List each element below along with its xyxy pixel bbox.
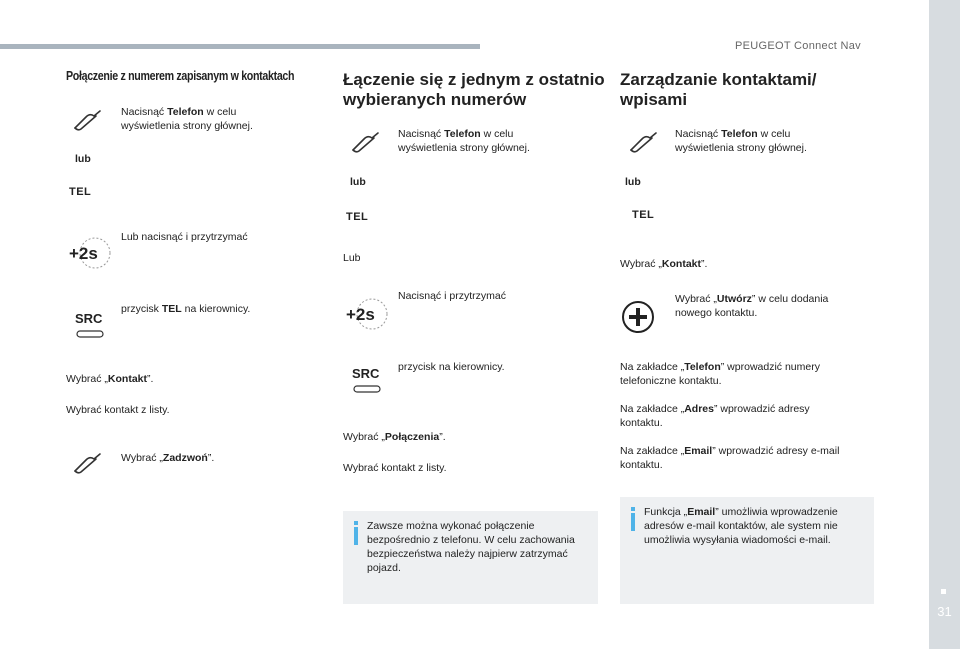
col3-select-contact: Wybrać „Kontakt”. <box>620 258 708 270</box>
col2-or-2: Lub <box>343 252 361 264</box>
tel-label: TEL <box>346 211 369 223</box>
col3-info-note <box>620 497 874 604</box>
col2-note-text: Zawsze można wykonać połączenie bezpośrednio z telefonu. W celu zachowania bezpieczeństwa należy najpierw zatrzymać pojazd. <box>367 520 575 574</box>
finger-touch-icon <box>350 130 384 156</box>
sidebar-marker <box>941 589 946 594</box>
src-steering-button-icon <box>350 364 386 396</box>
svg-text:SRC: SRC <box>352 366 380 381</box>
finger-touch-icon <box>72 108 106 134</box>
col1-src-text: przycisk TEL na kierownicy. <box>121 303 251 315</box>
col3-tab-email: Na zakładce „Email” wprowadzić adresy e-mail kontaktu. <box>620 445 840 471</box>
tel-label: TEL <box>632 209 655 221</box>
col2-step1: Nacisnąć Telefon w celu wyświetlenia strony głównej. <box>398 128 530 154</box>
col3-tab-address: Na zakładce „Adres” wprowadzić adresy kontaktu. <box>620 403 810 429</box>
col2-pick-contact: Wybrać kontakt z listy. <box>343 462 447 474</box>
header-rule <box>0 44 480 49</box>
src-steering-button-icon <box>73 309 109 341</box>
col3-title: Zarządzanie kontaktami/ wpisami <box>620 70 817 109</box>
page-number: 31 <box>937 604 952 619</box>
page-sidebar <box>929 0 960 649</box>
col3-or: lub <box>625 176 641 188</box>
col2-src-text: przycisk na kierownicy. <box>398 361 505 373</box>
finger-touch-icon <box>72 451 106 477</box>
tel-label: TEL <box>69 186 92 198</box>
info-icon <box>351 521 363 545</box>
col2-info-note <box>343 511 598 604</box>
col2-hold-text: Nacisnąć i przytrzymać <box>398 290 506 302</box>
brand-label: PEUGEOT Connect Nav <box>735 40 861 52</box>
finger-touch-icon <box>628 130 662 156</box>
col2-or: lub <box>350 176 366 188</box>
svg-text:SRC: SRC <box>75 311 103 326</box>
hold-2s-icon <box>67 235 113 271</box>
col1-or: lub <box>75 153 91 165</box>
col1-hold-text: Lub nacisnąć i przytrzymać <box>121 231 248 243</box>
col1-select-contact: Wybrać „Kontakt”. <box>66 373 154 385</box>
col3-tab-phone: Na zakładce „Telefon” wprowadzić numery telefoniczne kontaktu. <box>620 361 820 387</box>
col1-title: Połączenie z numerem zapisanym w kontaktach <box>66 68 295 83</box>
col3-note-text: Funkcja „Email” umożliwia wprowadzenie adresów e-mail kontaktów, ale system nie umożliwia wysyłania wiadomości e-mail. <box>644 506 838 546</box>
col2-title: Łączenie się z jednym z ostatnio wybieranych numerów <box>343 70 605 109</box>
col1-pick-contact: Wybrać kontakt z listy. <box>66 404 170 416</box>
col2-select-calls: Wybrać „Połączenia”. <box>343 431 446 443</box>
plus-circle-icon <box>621 300 655 334</box>
col1-step1: Nacisnąć Telefon w celu wyświetlenia strony głównej. <box>121 106 253 132</box>
svg-text:+2s: +2s <box>346 305 375 324</box>
svg-text:+2s: +2s <box>69 244 98 263</box>
hold-2s-icon <box>344 296 390 332</box>
col1-call: Wybrać „Zadzwoń”. <box>121 452 215 464</box>
info-icon <box>628 507 640 531</box>
col3-step1: Nacisnąć Telefon w celu wyświetlenia strony głównej. <box>675 128 807 154</box>
col3-create: Wybrać „Utwórz” w celu dodania nowego kontaktu. <box>675 293 829 319</box>
